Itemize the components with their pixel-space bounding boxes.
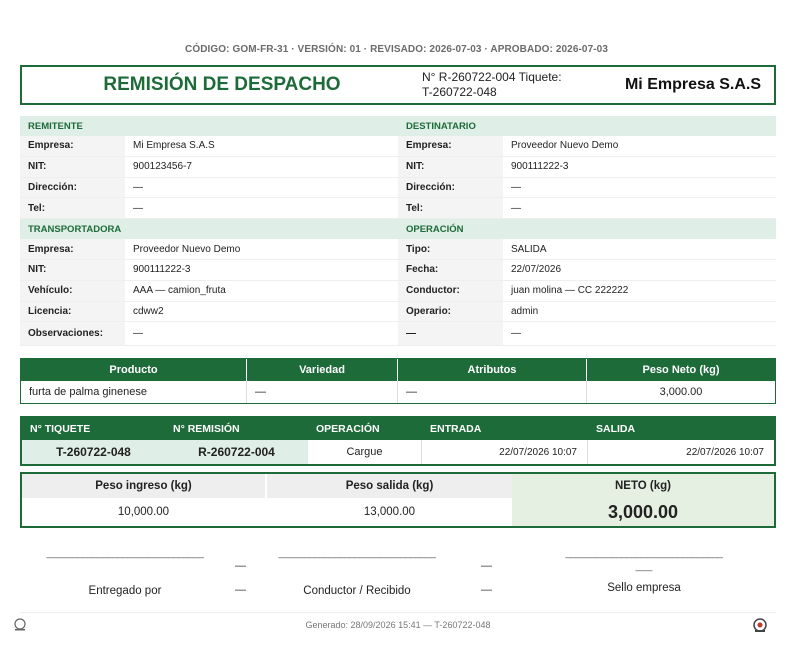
- field-value: —: [133, 328, 143, 340]
- column-header-tiquete: N° TIQUETE: [30, 423, 91, 435]
- column-header-variedad: Variedad: [247, 359, 398, 381]
- field-label: Dirección:: [20, 178, 125, 198]
- column-header-producto: Producto: [21, 359, 247, 381]
- signature-delivered: [30, 548, 220, 597]
- remision-number-value: R-260722-004: [165, 440, 308, 464]
- info-row: [20, 322, 776, 346]
- weight-out-value: 13,000.00: [363, 506, 416, 518]
- info-row: [20, 260, 776, 281]
- entry-time: 22/07/2026 10:07: [422, 440, 588, 464]
- signatures-section: [20, 548, 776, 608]
- info-row: [20, 281, 776, 302]
- field-value: —: [511, 181, 521, 193]
- section-title-operacion: OPERACIÓN: [406, 223, 464, 235]
- weight-in-value: 10,000.00: [117, 506, 170, 518]
- field-label: Operario:: [398, 302, 503, 322]
- net-weight-label: NETO (kg): [512, 474, 774, 498]
- product-net-weight: 3,000.00: [659, 386, 703, 398]
- weight-in-label: Peso ingreso (kg): [22, 474, 265, 498]
- info-row: [20, 157, 776, 178]
- field-label: Tipo:: [398, 239, 503, 259]
- info-row: [20, 178, 776, 199]
- signature-label-conductor: Conductor / Recibido: [303, 585, 411, 597]
- document-footer: [20, 612, 776, 636]
- weights-summary: [20, 472, 776, 528]
- footer-generated-text: Generado: 28/09/2026 15:41 — T-260722-048: [305, 619, 491, 630]
- field-value: 900111222-3: [133, 264, 191, 276]
- separator-dash: —: [235, 560, 246, 572]
- remision-number-line2: T-260722-048: [422, 85, 497, 99]
- company-logo-icon: [12, 617, 28, 633]
- field-label: Fecha:: [398, 260, 503, 280]
- signature-driver: [275, 548, 439, 597]
- field-label: —: [398, 322, 503, 345]
- company-name: Mi Empresa S.A.S: [624, 76, 762, 93]
- section-title-transportadora: TRANSPORTADORA: [28, 223, 122, 235]
- column-header-peso-neto: Peso Neto (kg): [642, 364, 720, 376]
- section-header-row: [20, 116, 776, 136]
- product-name: furta de palma ginenese: [21, 381, 247, 403]
- document-header: [20, 65, 776, 105]
- signature-label-entregado: Entregado por: [88, 585, 162, 597]
- field-value: —: [133, 202, 143, 214]
- field-value: juan molina — CC 222222: [511, 285, 629, 297]
- signature-line: _______________________________: [565, 548, 723, 559]
- signature-stamp: [520, 548, 768, 594]
- field-label: NIT:: [20, 157, 125, 177]
- field-label: NIT:: [398, 157, 503, 177]
- signature-line: _______________________________: [278, 548, 436, 559]
- field-label: Observaciones:: [20, 322, 125, 345]
- info-row: [20, 302, 776, 323]
- ticket-number: T-260722-048: [22, 440, 165, 464]
- field-value: —: [511, 328, 521, 340]
- operation-value: Cargue: [308, 440, 422, 464]
- ticket-row: [22, 440, 774, 464]
- field-value: 900111222-3: [511, 161, 569, 173]
- field-label: Empresa:: [20, 239, 125, 259]
- field-value: admin: [511, 305, 539, 317]
- separator-dash: —: [235, 584, 246, 596]
- field-label: Conductor:: [398, 281, 503, 301]
- document-title: REMISIÓN DE DESPACHO: [103, 74, 341, 95]
- field-label: Vehículo:: [20, 281, 125, 301]
- field-label: NIT:: [20, 260, 125, 280]
- product-attributes: —: [398, 381, 587, 403]
- weight-out-block: [267, 474, 512, 526]
- separator-dash: —: [481, 560, 492, 572]
- field-value: cdww2: [133, 305, 164, 317]
- field-label: Empresa:: [20, 136, 125, 156]
- signature-label-sello: Sello empresa: [607, 582, 681, 594]
- column-header-remision: N° REMISIÓN: [173, 423, 240, 435]
- table-row: [21, 381, 775, 403]
- remision-number: [422, 70, 612, 100]
- products-table: [20, 358, 776, 404]
- net-weight-block: [512, 474, 774, 526]
- field-label: Empresa:: [398, 136, 503, 156]
- info-row: [20, 136, 776, 157]
- exit-time: 22/07/2026 10:07: [686, 446, 764, 458]
- field-value: AAA — camion_fruta: [133, 285, 226, 297]
- field-value: —: [511, 202, 521, 214]
- field-label: Licencia:: [20, 302, 125, 322]
- field-value: Mi Empresa S.A.S: [133, 140, 215, 152]
- remision-number-line1: N° R-260722-004 Tiquete:: [422, 70, 562, 84]
- column-header-operacion: OPERACIÓN: [316, 423, 380, 435]
- signature-short-line: ___: [635, 561, 653, 572]
- field-label: Tel:: [20, 198, 125, 218]
- field-value: 900123456-7: [133, 161, 192, 173]
- field-label: Dirección:: [398, 178, 503, 198]
- column-header-atributos: Atributos: [398, 359, 587, 381]
- ticket-header-row: [22, 418, 774, 440]
- field-value: Proveedor Nuevo Demo: [133, 243, 241, 255]
- products-header-row: [21, 359, 775, 381]
- field-value: —: [133, 181, 143, 193]
- brand-seal-icon: [752, 617, 768, 633]
- section-title-destinatario: DESTINATARIO: [406, 120, 476, 132]
- field-label: Tel:: [398, 198, 503, 218]
- info-row: [20, 239, 776, 260]
- product-variety: —: [247, 381, 398, 403]
- separator-dash: —: [481, 584, 492, 596]
- column-header-entrada: ENTRADA: [430, 423, 482, 435]
- field-value: Proveedor Nuevo Demo: [511, 140, 619, 152]
- signature-line: _______________________________: [46, 548, 204, 559]
- weight-out-label: Peso salida (kg): [267, 474, 512, 498]
- column-header-salida: SALIDA: [596, 423, 636, 435]
- section-header-row: [20, 219, 776, 239]
- field-value: SALIDA: [511, 243, 547, 255]
- field-value: 22/07/2026: [511, 264, 562, 276]
- weight-in-block: [22, 474, 267, 526]
- document-code-line: CÓDIGO: GOM-FR-31 · VERSIÓN: 01 · REVISADO: 2026-07-03 · APROBADO: 2026-07-03: [185, 44, 608, 55]
- net-weight-value: 3,000.00: [607, 501, 679, 522]
- section-title-remitente: REMITENTE: [28, 120, 83, 132]
- info-row: [20, 198, 776, 219]
- ticket-table: [20, 416, 776, 466]
- info-table: [20, 116, 776, 346]
